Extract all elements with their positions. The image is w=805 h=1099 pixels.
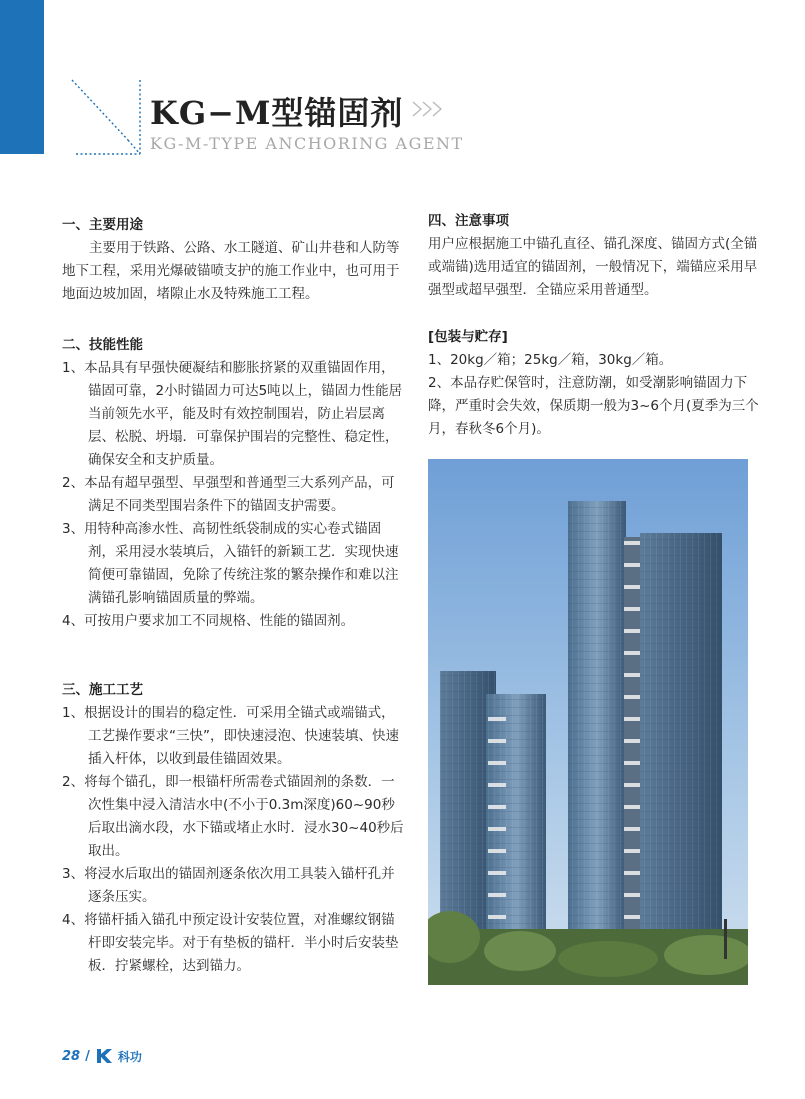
list-item: 2、将每个锚孔，即一根锚杆所需卷式锚固剂的条数．一次性集中浸入清洁水中(不小于0.3m深度)60~90秒后取出滴水段，水下锚或堵止水时．浸水30~40秒后取出。 — [62, 774, 404, 859]
list-item: 3、用特种高渗水性、高韧性纸袋制成的实心卷式锚固剂，采用浸水装填后，入锚钎的新颖工艺．实现快速简便可靠锚固，免除了传统注浆的繁杂操作和难以注满锚孔影响锚固质量的弊端。 — [62, 521, 399, 606]
chevron-right-icon — [411, 100, 445, 118]
list-item: 3、将浸水后取出的锚固剂逐条依次用工具装入锚杆孔并逐条压实。 — [62, 866, 395, 905]
list-item: 2、本品存贮保管时，注意防潮，如受潮影响锚固力下降，严重时会失效，保质期一般为3~6个月(夏季为三个月，春秋冬6个月)。 — [428, 375, 759, 437]
list-item: 4、可按用户要求加工不同规格、性能的锚固剂。 — [62, 613, 355, 629]
left-column — [62, 214, 407, 978]
building-photo — [428, 459, 748, 985]
list-item: 1、20kg／箱；25kg／箱，30kg／箱。 — [428, 352, 673, 368]
list-item: 2、本品有超早强型、早强型和普通型三大系列产品，可满足不同类型围岩条件下的锚固支护需要。 — [62, 475, 395, 514]
page-title: KG−M型锚固剂 — [150, 94, 404, 132]
brand-name: 科功 — [117, 1049, 142, 1064]
section-heading-usage: 一、主要用途 — [62, 217, 143, 233]
dotted-arrow-decoration — [70, 78, 142, 158]
page-number: 28 — [62, 1048, 81, 1064]
section-heading-process: 三、施工工艺 — [62, 682, 143, 698]
page-footer — [62, 1046, 142, 1066]
footer-divider: / — [85, 1048, 90, 1064]
brand-logo-icon — [95, 1048, 113, 1064]
section-heading-performance: 二、技能性能 — [62, 337, 143, 353]
list-item: 1、本品具有早强快硬凝结和膨胀挤紧的双重锚固作用，锚固可靠，2小时锚固力可达5吨以上，锚固力性能居当前领先水平，能及时有效控制围岩，防止岩层离层、松脱、坍塌．可靠保护围岩的完整性、稳定性，确保安全和支护质量。 — [62, 360, 403, 468]
section-heading-packaging: [包装与贮存] — [428, 329, 508, 345]
section-heading-notes: 四、注意事项 — [428, 213, 509, 229]
page-subtitle: KG-M-TYPE ANCHORING AGENT — [150, 134, 464, 153]
list-item: 4、将锚杆插入锚孔中预定设计安装位置，对准螺纹钢锚杆即安装完毕。对于有垫板的锚杆．半小时后安装垫板．拧紧螺栓，达到锚力。 — [62, 912, 399, 974]
side-accent-bar — [0, 0, 44, 154]
list-item: 1、根据设计的围岩的稳定性．可采用全锚式或端锚式，工艺操作要求“三快”，即快速浸泡、快速装填、快速插入杆体，以收到最佳锚固效果。 — [62, 705, 399, 767]
notes-paragraph: 用户应根据施工中锚孔直径、锚孔深度、锚固方式(全锚或端锚)选用适宜的锚固剂，一般情况下，端锚应采用早强型或超早强型．全锚应采用普通型。 — [428, 236, 758, 298]
right-column — [428, 210, 768, 441]
usage-paragraph: 主要用于铁路、公路、水工隧道、矿山井巷和人防等地下工程，采用光爆破锚喷支护的施工作业中，也可用于地面边坡加固，堵隙止水及特殊施工工程。 — [62, 240, 400, 302]
